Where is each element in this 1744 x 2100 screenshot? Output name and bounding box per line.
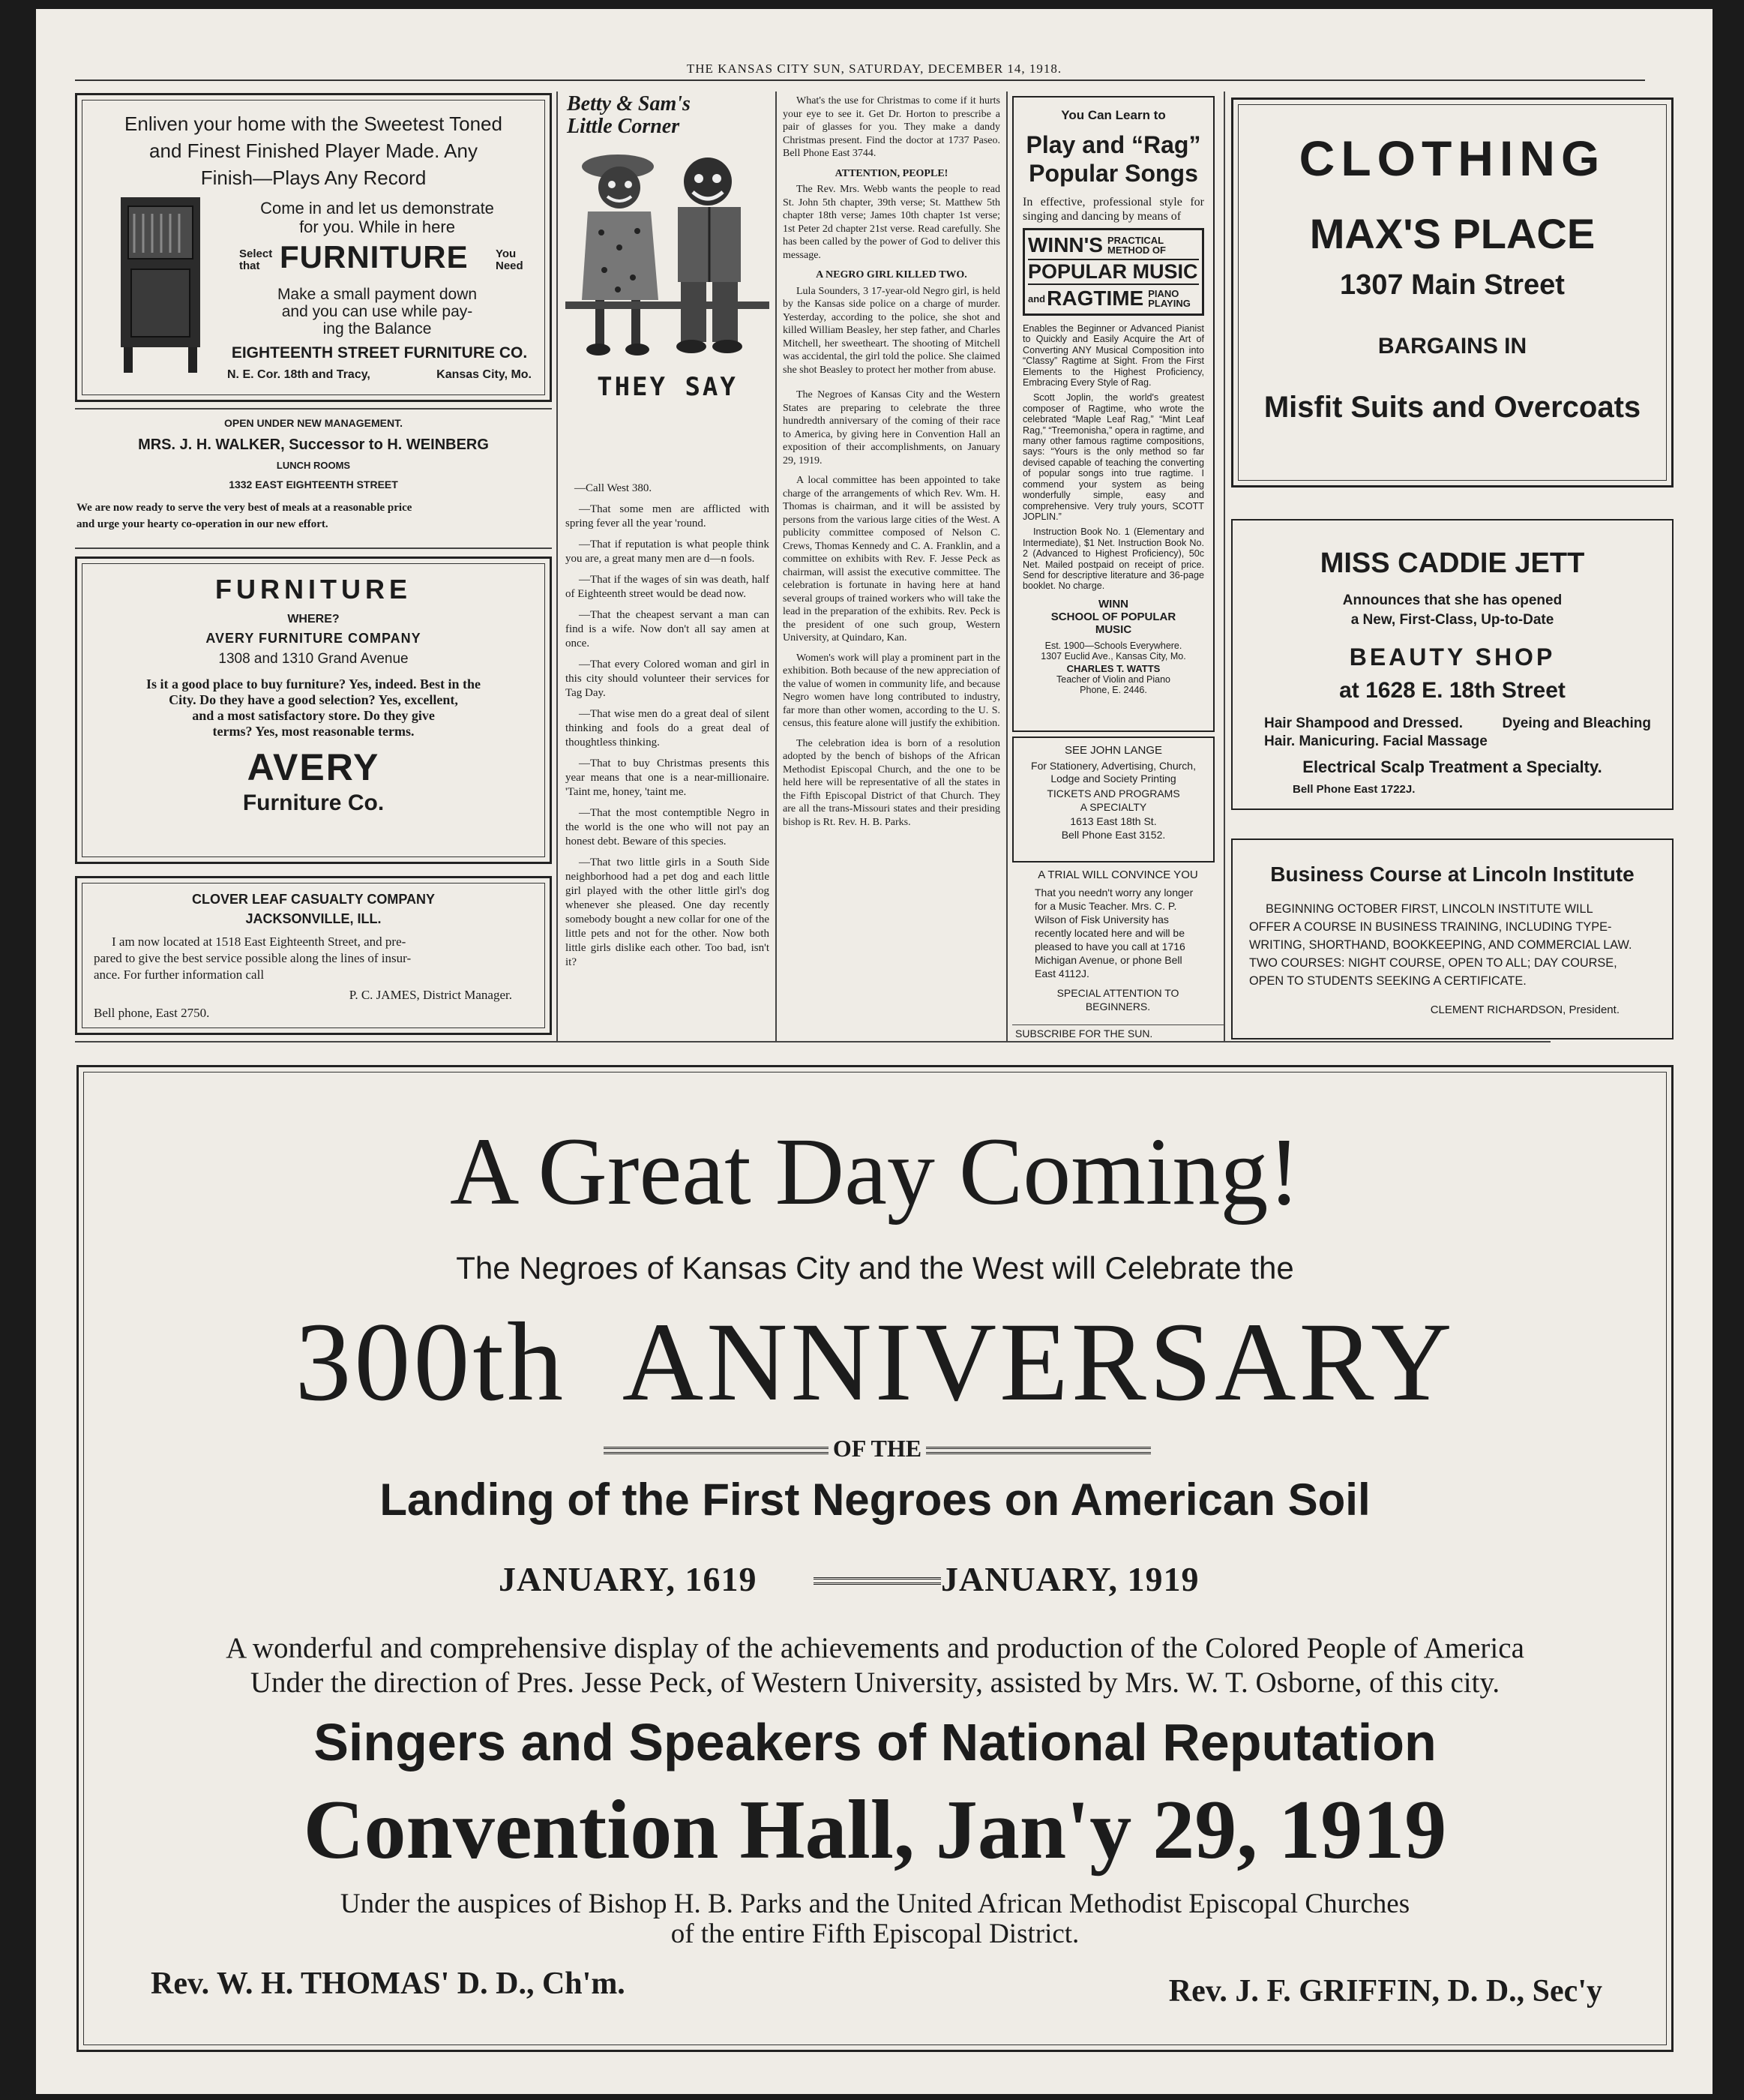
- winn-school-name: WINN: [1098, 597, 1128, 610]
- clothing-title: CLOTHING: [1299, 130, 1606, 186]
- avery-address: 1308 and 1310 Grand Avenue: [218, 651, 409, 667]
- they-say-item: —That to buy Christmas presents this year means that one is a near-millionaire. 'Taint me, honey, 'taint me.: [565, 758, 769, 798]
- convention-hall-line: Convention Hall, Jan'y 29, 1919: [303, 1784, 1447, 1876]
- maxs-place-name: MAX'S PLACE: [1309, 210, 1596, 257]
- avery-body-line: and a most satisfactory store. Do they give: [192, 708, 435, 723]
- of-the-line: [79, 1435, 1671, 1465]
- winn-intro: In effective, professional style for singing and dancing by means of: [1023, 196, 1204, 223]
- winn-popular-music: POPULAR MUSIC: [1028, 259, 1199, 285]
- lincoln-body-line: WRITING, SHORTHAND, BOOKKEEPING, AND COMMERCIAL LAW.: [1249, 938, 1632, 952]
- winn-ragtime: RAGTIME: [1047, 286, 1144, 310]
- walker-address: 1332 EAST EIGHTEENTH STREET: [229, 478, 398, 490]
- column-rule: [556, 92, 558, 1041]
- winn-top: You Can Learn to: [1061, 108, 1166, 122]
- walker-top: OPEN UNDER NEW MANAGEMENT.: [223, 417, 403, 429]
- secretary: Rev. J. F. GRIFFIN, D. D., Sec'y: [1168, 1974, 1602, 2008]
- teacher-phone: Phone, E. 2446.: [1080, 684, 1147, 695]
- lange-line: For Stationery, Advertising, Church, Lodge and Society Printing: [1031, 760, 1196, 784]
- maxs-address: 1307 Main Street: [1340, 269, 1565, 301]
- divider: [75, 548, 552, 549]
- great-day-headline: A Great Day Coming!: [450, 1118, 1300, 1225]
- betty-title: Little Corner: [567, 115, 680, 138]
- lange-line: SEE JOHN LANGE: [1064, 744, 1163, 757]
- lange-line: 1613 East 18th St.: [1070, 815, 1157, 827]
- clover-phone: Bell phone, East 2750.: [94, 1006, 210, 1020]
- great-day-sub: The Negroes of Kansas City and the West will Celebrate the: [456, 1250, 1294, 1286]
- ad-line: Make a small payment down: [277, 286, 478, 303]
- masthead: THE KANSAS CITY SUN, SATURDAY, DECEMBER 14, 1918.: [686, 62, 1062, 76]
- jett-line: Dyeing and Bleaching: [1502, 716, 1651, 731]
- jett-name: MISS CADDIE JETT: [1320, 548, 1585, 579]
- jett-phone: Bell Phone East 1722J.: [1293, 783, 1416, 796]
- avery-body-line: terms? Yes, most reasonable terms.: [212, 724, 415, 739]
- ad-line: ing the Balance: [322, 320, 432, 338]
- select-that-label: Select that: [239, 248, 273, 272]
- trial-title: A TRIAL WILL CONVINCE YOU: [1038, 868, 1198, 881]
- ad-line: and Finest Finished Player Made. Any: [149, 140, 478, 162]
- beauty-shop-label: BEAUTY SHOP: [1349, 644, 1556, 670]
- ad-line: Finish—Plays Any Record: [200, 166, 427, 189]
- divider: [75, 408, 552, 410]
- misfit-label: Misfit Suits and Overcoats: [1263, 391, 1641, 424]
- auspices-line: of the entire Fifth Episcopal District.: [670, 1918, 1080, 1949]
- betty-sam-corner: [565, 93, 769, 402]
- masthead-rule: [75, 80, 1645, 81]
- ad-line: Come in and let us demonstrate: [260, 199, 494, 218]
- clover-body-line: pared to give the best service possible along the lines of insur-: [94, 951, 412, 965]
- avery-body-line: City. Do they have a good selection? Yes, excellent,: [169, 692, 458, 707]
- winn-address: 1307 Euclid Ave., Kansas City, Mo.: [1041, 650, 1186, 662]
- date-end: JANUARY, 1919: [941, 1560, 1200, 1598]
- anniversary-heading: 300th ANNIVERSARY: [295, 1300, 1455, 1424]
- news-paragraph: Women's work will play a prominent part in the exhibition. Both because of the new appreciation of the value of women in community life, and because Negro women have long contributed to industry, far more than other women, according to the U. S. census, this feature alone will justify the exhibition.: [783, 652, 1000, 729]
- column-rule: [775, 92, 777, 1041]
- jett-line: Electrical Scalp Treatment a Specialty.: [1302, 758, 1602, 776]
- clover-body-line: I am now located at 1518 East Eighteenth Street, and pre-: [112, 934, 406, 949]
- they-say-item: —Call West 380.: [574, 482, 652, 494]
- newspaper-page: [36, 9, 1713, 2094]
- they-say-item: —That if reputation is what people think you are, a great many men are d—n fools.: [565, 538, 769, 565]
- winn-body: Enables the Beginner or Advanced Pianist to Quickly and Easily Acquire the Art of Converting ANY Musical Composition into “Classy” Ragtime at Sight. From the First Elements to the Highest Proficiency, Embracing Every Style of Rag.: [1023, 323, 1204, 388]
- ad-line: and you can use while pay-: [281, 303, 473, 320]
- jett-line: Hair Shampood and Dressed.: [1264, 716, 1464, 731]
- ad-eighteenth-street-furniture: [75, 93, 552, 402]
- date-start: JANUARY, 1619: [499, 1560, 757, 1598]
- column-rule: [1224, 92, 1225, 1041]
- winn-est: Est. 1900—Schools Everywhere.: [1044, 640, 1182, 651]
- avery-title: FURNITURE: [215, 574, 412, 604]
- news-paragraph: The Rev. Mrs. Webb wants the people to read St. John 5th chapter, 39th verse; St. Matthew 5th chapter 18th verse; James 10th chapter 1st verse; 1st Peter 2d chapter 21st verse. Read carefully. She has been called by the power of God to deliver this message.: [783, 184, 1000, 261]
- ad-winn-school: [1012, 96, 1215, 732]
- lincoln-body-line: TWO COURSES: NIGHT COURSE, OPEN TO ALL; DAY COURSE,: [1249, 956, 1617, 970]
- date-rule: [814, 1577, 941, 1585]
- lange-line: Bell Phone East 3152.: [1061, 829, 1166, 841]
- jett-address: at 1628 E. 18th Street: [1339, 678, 1566, 703]
- ad-avery-furniture: [75, 556, 552, 864]
- clover-city: JACKSONVILLE, ILL.: [245, 911, 382, 926]
- ad-walker-lunch-rooms: [75, 416, 552, 543]
- winn-practical: PRACTICAL METHOD OF: [1107, 235, 1166, 256]
- landing-line: Landing of the First Negroes on American Soil: [379, 1474, 1371, 1525]
- walker-body-line: and urge your hearty co-operation in our new effort.: [76, 518, 328, 530]
- divider: [1012, 1024, 1224, 1025]
- clover-agent: P. C. JAMES, District Manager.: [349, 988, 512, 1002]
- they-say-item: —That every Colored woman and girl in this city should volunteer their services for Tag Day.: [565, 658, 769, 699]
- they-say-item: —That two little girls in a South Side neighborhood had a pet dog and each little girl played with the other little girl's dog whenever she pleased. One day recently somebody bought a new collar for one of the little pets and not for the other. Now both little girls dislike each other. Too bad, isn't it?: [565, 856, 769, 968]
- news-heading: A NEGRO GIRL KILLED TWO.: [816, 269, 967, 280]
- avery-body-line: Is it a good place to buy furniture? Yes, indeed. Best in the: [145, 676, 481, 692]
- teacher-name: CHARLES T. WATTS: [1066, 662, 1161, 674]
- news-paragraph: The celebration idea is born of a resolution adopted by the bench of bishops of the African Methodist Episcopal Church, and the one to be held here will be representative of all the states in the Fifth Episcopal District of that Church. They are all the trans-Missouri states and their presiding bishop is Rt. Rev. H. B. Parks.: [783, 737, 1000, 828]
- desc-line: Under the direction of Pres. Jesse Peck, of Western University, assisted by Mrs. W. T. Osborne, of this city.: [250, 1666, 1500, 1699]
- lincoln-body-line: OFFER A COURSE IN BUSINESS TRAINING, INCLUDING TYPE-: [1249, 920, 1612, 934]
- news-paragraph: What's the use for Christmas to come if it hurts your eye to see it. Get Dr. Horton to prescribe a pair of glasses for you. They make a dandy Christmas present. Find the doctor at 1737 Paseo. Bell Phone East 3744.: [783, 95, 1000, 159]
- desc-line: A wonderful and comprehensive display of the achievements and production of the Colored People of America: [226, 1632, 1524, 1664]
- they-say-item: —That the cheapest servant a man can find is a wife. Now don't all say amen at once.: [565, 609, 769, 650]
- select-furniture-line: [220, 239, 535, 277]
- bargains-label: BARGAINS IN: [1377, 334, 1527, 358]
- date-line: [79, 1559, 1671, 1604]
- they-say-item: —That some men are afflicted with spring fever all the year 'round.: [565, 503, 769, 530]
- winn-piano-playing: PIANO PLAYING: [1148, 288, 1191, 309]
- news-heading: ATTENTION, PEOPLE!: [835, 167, 948, 179]
- betty-sam-illustration: [565, 142, 769, 368]
- winn-title-line: Play and “Rag”: [1026, 131, 1201, 158]
- walker-lunch: LUNCH ROOMS: [276, 460, 351, 471]
- lange-line: TICKETS AND PROGRAMS: [1047, 788, 1180, 800]
- news-paragraph: A local committee has been appointed to take charge of the arrangements of which Rev. Wm. H. Thomas is chairman, and it will be assisted by persons from the various large cities of the West. A publicity committee composed of Nelson C. Crews, Thomas Kennedy and C. A. Franklin, and a committee on exhibits with Rev. F. Jesse Peck as chairman, will assist the executive committee. The celebration is fortunate in having here at hand several groups of trained workers who will take the lead in the preparation of the exhibits. Rev. Peck is the president of one such group, Western University, at Quindaro, Kan.: [783, 475, 1000, 644]
- ad-line: Enliven your home with the Sweetest Toned: [124, 112, 502, 135]
- winn-school-name: SCHOOL OF POPULAR MUSIC: [1050, 610, 1176, 636]
- company-address: N. E. Cor. 18th and Tracy,: [227, 368, 370, 381]
- rule-left: [604, 1447, 829, 1454]
- winn-books: Instruction Book No. 1 (Elementary and Intermediate), $1 Net. Instruction Book No. 2 (Advanced to Highest Proficiency), 50c Net. Mailed postpaid on receipt of price. Send for descriptive literature and 36-page booklet. No charge.: [1023, 526, 1204, 592]
- ad-john-lange: [1012, 736, 1215, 862]
- they-say-heading: THEY SAY: [597, 372, 738, 402]
- avery-sub: Furniture Co.: [242, 790, 385, 815]
- ad-music-teacher: [1012, 868, 1224, 1013]
- walker-body-line: We are now ready to serve the very best of meals at a reasonable price: [76, 502, 412, 514]
- divider: [75, 1041, 1551, 1042]
- jett-line: Announces that she has opened: [1342, 592, 1563, 608]
- walker-name: MRS. J. H. WALKER, Successor to H. WEINBERG: [138, 436, 489, 453]
- lange-line: A SPECIALTY: [1080, 801, 1147, 813]
- of-the-label: OF THE: [832, 1435, 922, 1462]
- clover-title: CLOVER LEAF CASUALTY COMPANY: [191, 892, 435, 907]
- news-paragraph: The Negroes of Kansas City and the Western States are preparing to celebrate the three hundredth anniversary of the coming of their race to America, by giving here in Convention Hall an exposition of their accomplishments, on January 29, 1919.: [783, 389, 1000, 466]
- singers-line: Singers and Speakers of National Reputation: [313, 1713, 1437, 1772]
- furniture-label: FURNITURE: [280, 239, 469, 274]
- ad-maxs-place: [1231, 98, 1674, 488]
- news-paragraph: Lula Sounders, 3 17-year-old Negro girl, is held by the Kansas side police on a charge of murder. Yesterday, according to the police, she shot and killed William Beasley, her step father, and Charles Mitchell, her sweetheart. The shooting of Mitchell was accidental, the girl told the police. She claimed she shot Beasley to protect her mother from abuse.: [783, 285, 1000, 376]
- ad-lincoln-institute: [1231, 838, 1674, 1040]
- ad-great-day-coming: [76, 1065, 1674, 2052]
- winn-name: WINN'S: [1028, 233, 1103, 256]
- ad-caddie-jett: [1231, 519, 1674, 810]
- ad-clover-leaf-casualty: [75, 876, 552, 1035]
- trial-body: That you needn't worry any longer for a Music Teacher. Mrs. C. P. Wilson of Fisk University has recently located here and will be pleased to have you call at 1716 Michigan Avenue, or phone Bell East 4112J.: [1035, 886, 1194, 980]
- lincoln-body-line: OPEN TO STUDENTS SEEKING A CERTIFICATE.: [1249, 974, 1527, 988]
- teacher-subject: Teacher of Violin and Piano: [1056, 674, 1170, 685]
- you-need-label: You Need: [496, 248, 523, 272]
- subscribe-notice: SUBSCRIBE FOR THE SUN.: [1015, 1028, 1153, 1040]
- trial-special: SPECIAL ATTENTION TO BEGINNERS.: [1056, 987, 1179, 1012]
- winn-and: and: [1028, 292, 1046, 304]
- clover-body-line: ance. For further information call: [94, 968, 265, 982]
- company-name: EIGHTEENTH STREET FURNITURE CO.: [231, 344, 528, 362]
- betty-title: Betty & Sam's: [567, 92, 691, 116]
- news-column: [783, 94, 1000, 836]
- avery-company: AVERY FURNITURE COMPANY: [205, 631, 421, 646]
- avery-name: AVERY: [247, 746, 380, 788]
- company-city: Kansas City, Mo.: [436, 368, 532, 381]
- winn-title-line: Popular Songs: [1029, 160, 1198, 187]
- rule-right: [926, 1447, 1151, 1454]
- winn-method-box: [1023, 228, 1204, 316]
- jett-line: a New, First-Class, Up-to-Date: [1350, 612, 1554, 628]
- ad-line: for you. While in here: [299, 218, 455, 236]
- jett-line: Hair. Manicuring. Facial Massage: [1264, 734, 1488, 749]
- they-say-column: [565, 482, 769, 976]
- avery-where: WHERE?: [287, 613, 340, 626]
- phonograph-cabinet-illustration: [104, 191, 217, 379]
- lincoln-body-line: BEGINNING OCTOBER FIRST, LINCOLN INSTITUTE WILL: [1266, 902, 1593, 916]
- auspices-line: Under the auspices of Bishop H. B. Parks and the United African Methodist Episcopal Churches: [340, 1888, 1410, 1919]
- lincoln-signature: CLEMENT RICHARDSON, President.: [1430, 1004, 1620, 1016]
- they-say-item: —That if the wages of sin was death, half of Eighteenth street would be dead now.: [565, 574, 769, 600]
- chairman: Rev. W. H. THOMAS' D. D., Ch'm.: [151, 1966, 625, 2001]
- lincoln-title: Business Course at Lincoln Institute: [1270, 862, 1635, 886]
- they-say-item: —That wise men do a great deal of silent thinking and fools do a great deal of thoughtless thinking.: [565, 708, 769, 748]
- they-say-item: —That the most contemptible Negro in the world is the one who will not pay an honest debt. Beware of this species.: [565, 807, 769, 848]
- column-rule: [1006, 92, 1008, 1041]
- winn-joplin: Scott Joplin, the world's greatest composer of Ragtime, who wrote the celebrated “Maple Leaf Rag,” “Mint Leaf Rag,” “Treemonisha,” opera in ragtime, and many other famous ragtime compositions, says: “Yours is the only method so far devised capable of teaching the converting of popular songs into true ragtime. I commend your system as being wonderfully simple, easy and comprehensive. Very truly yours, SCOTT JOPLIN.”: [1023, 392, 1204, 522]
